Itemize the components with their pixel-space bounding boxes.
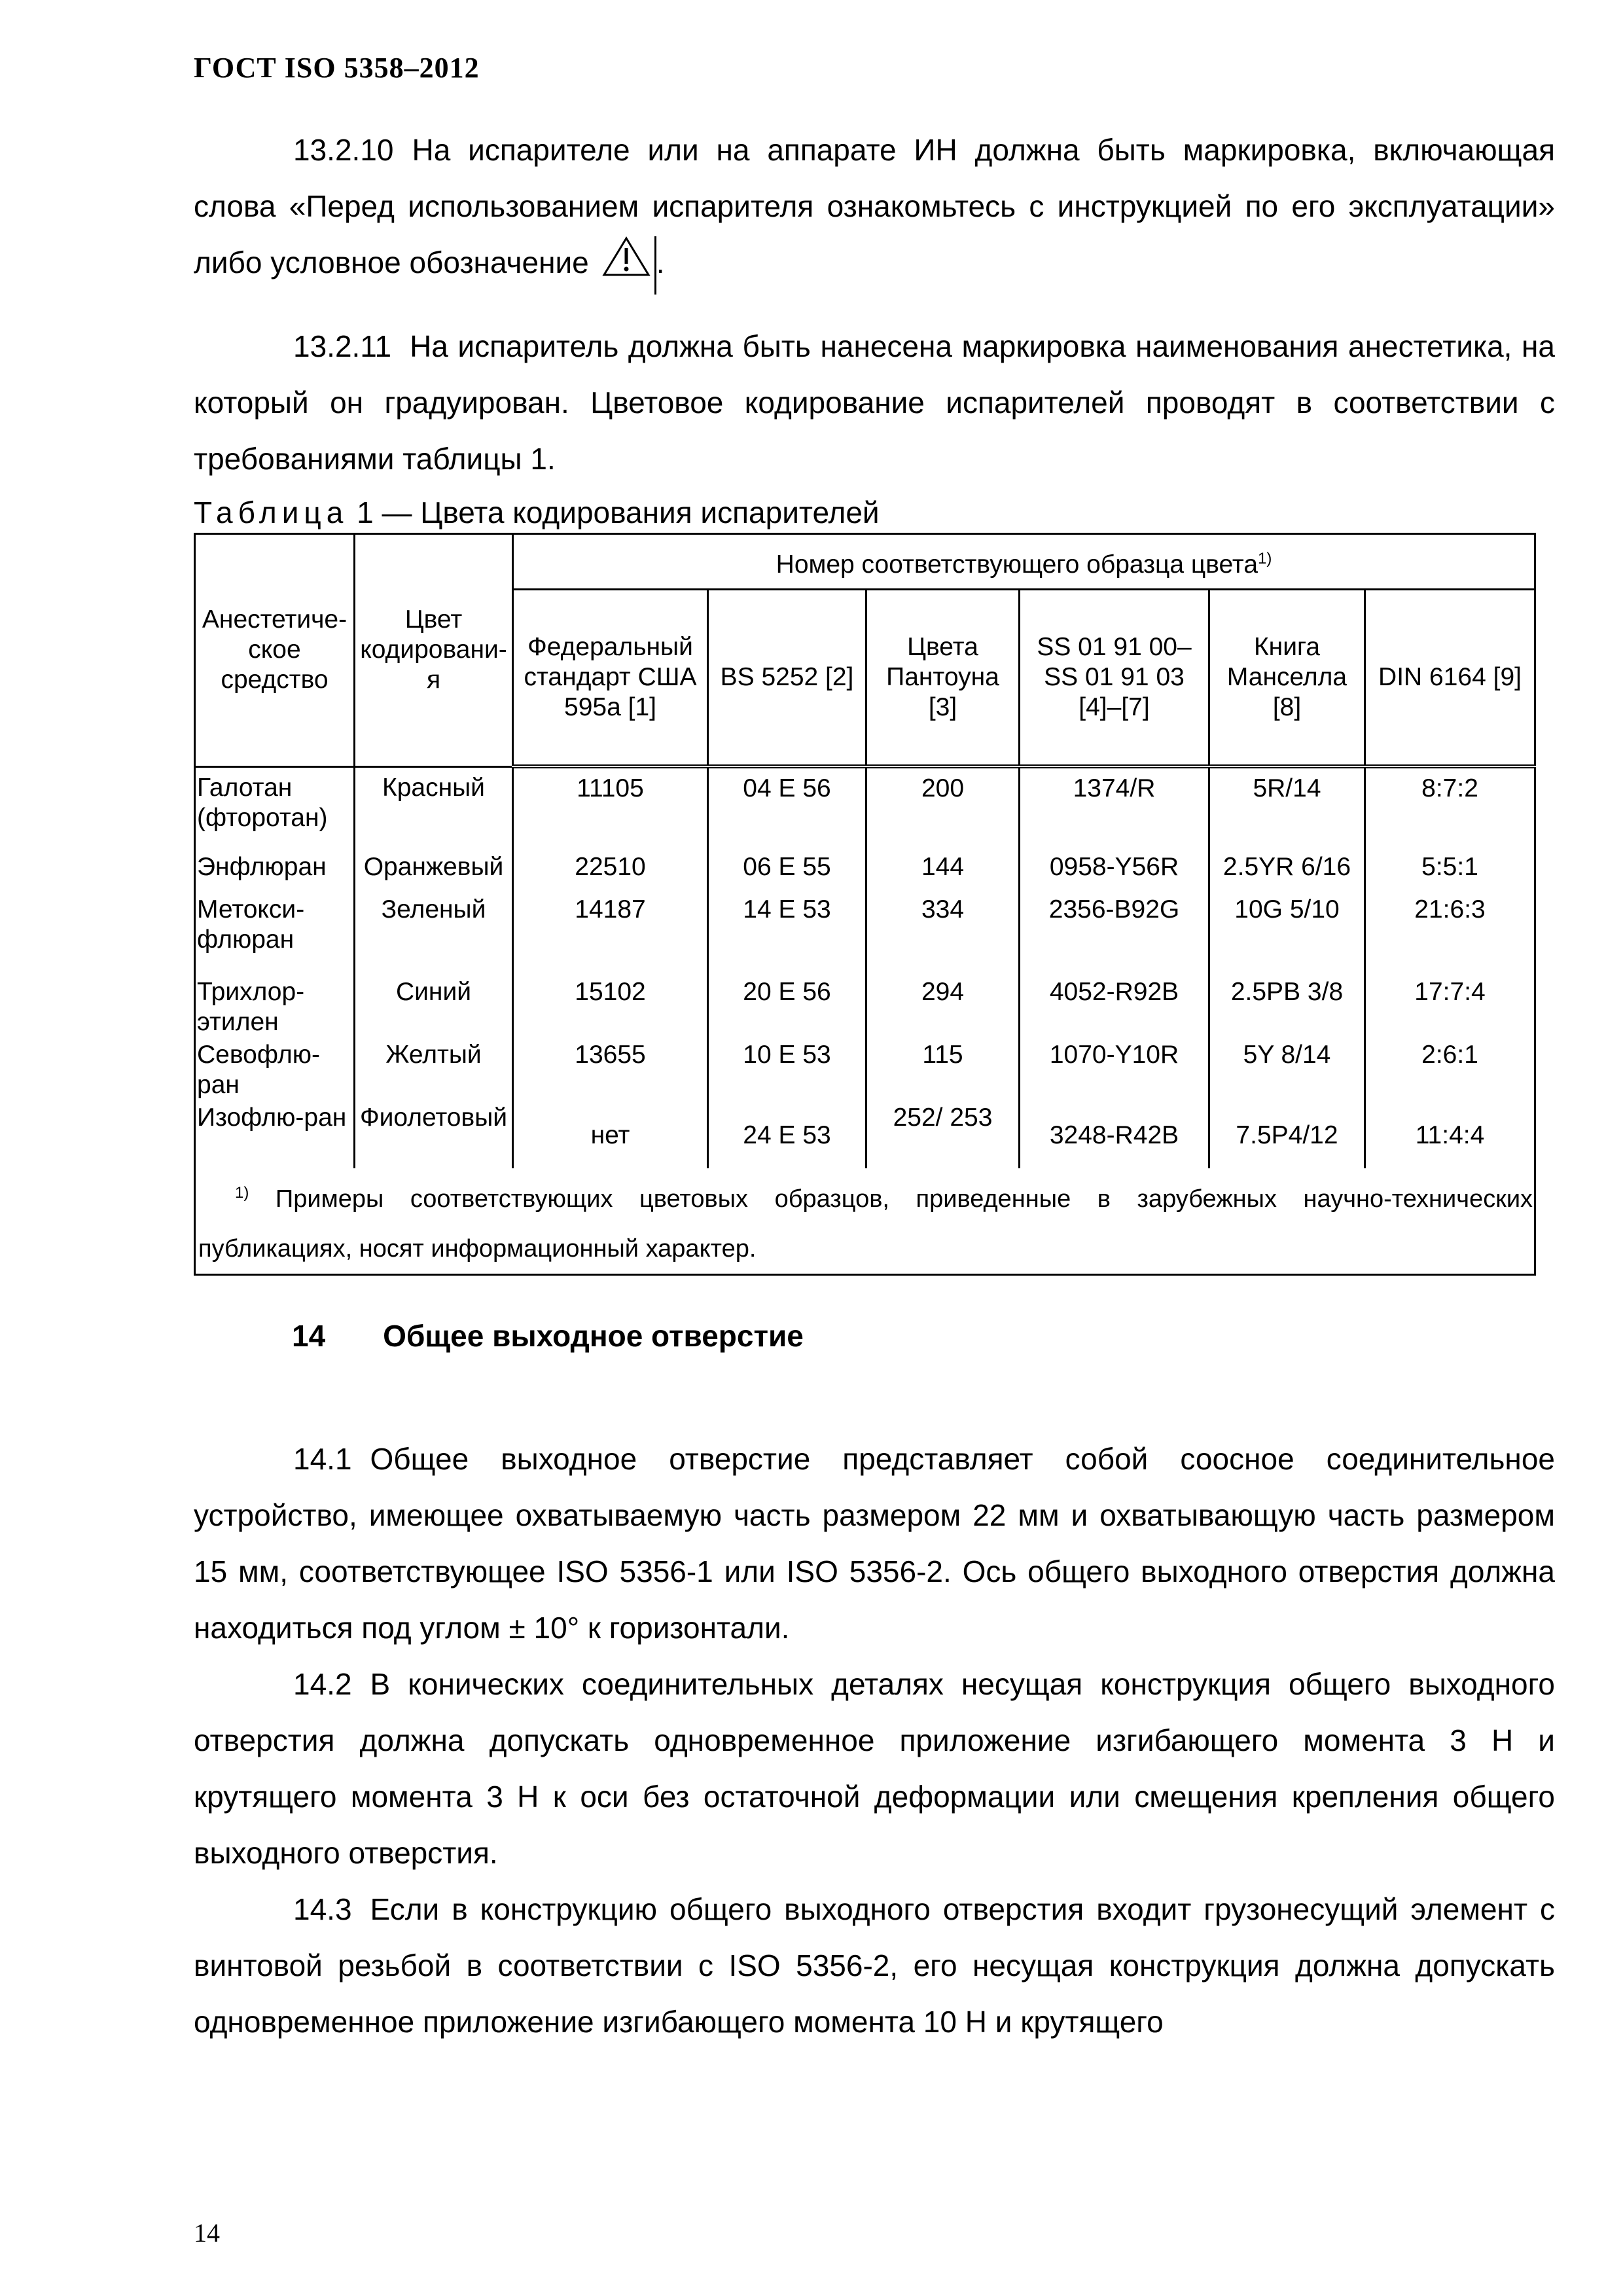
cell-ss: 1374/R	[1020, 766, 1209, 840]
header-color: Цвет кодирования	[355, 534, 513, 767]
cell-agent: Метокси-флюран	[195, 892, 355, 975]
clause-number: 14.3	[293, 1892, 352, 1926]
cell-fed: 15102	[513, 975, 708, 1037]
cell-ss: 2356-B92G	[1020, 892, 1209, 975]
cell-din: 17:7:4	[1365, 975, 1535, 1037]
header-anesthetic: Анестетическое средство	[195, 534, 355, 767]
cell-pantone: 334	[866, 892, 1020, 975]
cell-pantone: 294	[866, 975, 1020, 1037]
paragraph-14-3	[194, 1881, 1555, 2050]
cell-munsell: 2.5YR 6/16	[1209, 840, 1365, 892]
table-row	[195, 1100, 1535, 1168]
cell-din: 8:7:2	[1365, 766, 1535, 840]
cell-color: Желтый	[355, 1037, 513, 1100]
cell-ss: 0958-Y56R	[1020, 840, 1209, 892]
header-ss-01-91: SS 01 91 00–SS 01 91 03 [4]–[7]	[1020, 590, 1209, 767]
header-sample-number-text: Номер соответствующего образца цвета	[776, 550, 1258, 579]
cell-bs: 14 E 53	[708, 892, 866, 975]
clause-text: Если в конструкцию общего выходного отверстия входит грузонесущий элемент с винтовой резьбой в соответствии с ISO 5356-2, его несущая конструкция должна допускать одновременное приложение изгибающего момента 10 Н и крутящего	[194, 1892, 1555, 2039]
header-bs-5252: BS 5252 [2]	[708, 590, 866, 767]
section-title: Общее выходное отверстие	[383, 1319, 804, 1353]
section-number: 14	[292, 1319, 326, 1353]
cell-munsell: 10G 5/10	[1209, 892, 1365, 975]
cell-agent: Изофлю-ран	[195, 1100, 355, 1168]
clause-number: 13.2.10	[293, 133, 394, 167]
cell-munsell: 2.5PB 3/8	[1209, 975, 1365, 1037]
cell-bs: 10 E 53	[708, 1037, 866, 1100]
cell-din: 2:6:1	[1365, 1037, 1535, 1100]
paragraph-13-2-10	[194, 122, 1555, 295]
cell-pantone: 144	[866, 840, 1020, 892]
footnote-text: Примеры соответствующих цветовых образцов, приведенные в зарубежных научно-технических публикациях, носят информационный характер.	[198, 1185, 1533, 1263]
cell-munsell: 5R/14	[1209, 766, 1365, 840]
header-munsell: Книга Манселла [8]	[1209, 590, 1365, 767]
cell-bs: 04 E 56	[708, 766, 866, 840]
table-footnote	[195, 1168, 1535, 1275]
header-din-6164: DIN 6164 [9]	[1365, 590, 1535, 767]
cell-color: Оранжевый	[355, 840, 513, 892]
cell-color: Фиолетовый	[355, 1100, 513, 1168]
header-sample-number	[513, 534, 1535, 590]
table-row	[195, 892, 1535, 975]
cell-bs: 20 E 56	[708, 975, 866, 1037]
clause-text: Общее выходное отверстие представляет собой соосное соединительное устройство, имеющее охватываемую часть размером 22 мм и охватывающую часть размером 15 мм, соответствующее ISO 5356-1 или ISO 5356-2. Ось общего выходного отверстия должна находиться под углом ± 10° к горизонтали.	[194, 1442, 1555, 1645]
cell-ss: 3248-R42B	[1020, 1100, 1209, 1168]
cell-fed: 11105	[513, 766, 708, 840]
cell-fed: 14187	[513, 892, 708, 975]
warning-symbol	[602, 236, 656, 295]
clause-number: 13.2.11	[293, 329, 392, 363]
clause-end: .	[656, 245, 665, 279]
header-pantone: Цвета Пантоуна [3]	[866, 590, 1020, 767]
cell-din: 21:6:3	[1365, 892, 1535, 975]
cell-fed: нет	[513, 1100, 708, 1168]
cell-color: Красный	[355, 766, 513, 840]
clause-text: На испарителе или на аппарате ИН должна быть маркировка, включающая слова «Перед использованием испарителя ознакомьтесь с инструкцией по его эксплуатации» либо условное обозначение	[194, 133, 1555, 279]
color-coding-table	[194, 533, 1536, 1276]
cell-pantone: 200	[866, 766, 1020, 840]
table-row	[195, 766, 1535, 840]
table-title	[194, 493, 880, 531]
table-footnote-row	[195, 1168, 1535, 1275]
section-14-heading	[292, 1318, 804, 1354]
cell-agent: Энфлюран	[195, 840, 355, 892]
cell-bs: 24 E 53	[708, 1100, 866, 1168]
warning-triangle-icon	[602, 236, 651, 277]
cell-color: Синий	[355, 975, 513, 1037]
header-us-federal-standard: Федеральный стандарт США 595a [1]	[513, 590, 708, 767]
table-title-text: 1 — Цвета кодирования испарителей	[348, 495, 880, 529]
cell-din: 11:4:4	[1365, 1100, 1535, 1168]
clause-text: В конических соединительных деталях несущая конструкция общего выходного отверстия должна допускать одновременное приложение изгибающего момента 3 Н и крутящего момента 3 Н к оси без остаточной деформации или смещения крепления общего выходного отверстия.	[194, 1667, 1555, 1870]
footnote-marker: 1)	[235, 1184, 249, 1202]
clause-number: 14.1	[293, 1442, 352, 1476]
clause-text: На испаритель должна быть нанесена маркировка наименования анестетика, на который он градуирован. Цветовое кодирование испарителей проводят в соответствии с требованиями таблицы 1.	[194, 329, 1555, 476]
table-row	[195, 840, 1535, 892]
document-header: ГОСТ ISO 5358–2012	[194, 52, 480, 84]
paragraph-13-2-11	[194, 318, 1555, 487]
clause-number: 14.2	[293, 1667, 352, 1701]
table-row	[195, 975, 1535, 1037]
cell-munsell: 5Y 8/14	[1209, 1037, 1365, 1100]
cell-fed: 13655	[513, 1037, 708, 1100]
cell-agent: Севофлю-ран	[195, 1037, 355, 1100]
cell-ss: 1070-Y10R	[1020, 1037, 1209, 1100]
page-number: 14	[194, 2218, 220, 2248]
cell-din: 5:5:1	[1365, 840, 1535, 892]
paragraph-14-1	[194, 1431, 1555, 1656]
table-row	[195, 1037, 1535, 1100]
footnote-marker: 1)	[1258, 549, 1272, 567]
cell-pantone: 252/ 253	[866, 1100, 1020, 1168]
paragraph-14-2	[194, 1656, 1555, 1881]
table-title-prefix: Таблица	[194, 495, 349, 529]
cell-bs: 06 E 55	[708, 840, 866, 892]
cell-agent: Галотан (фторотан)	[195, 766, 355, 840]
cell-agent: Трихлор-этилен	[195, 975, 355, 1037]
cell-munsell: 7.5P4/12	[1209, 1100, 1365, 1168]
cell-ss: 4052-R92B	[1020, 975, 1209, 1037]
cell-fed: 22510	[513, 840, 708, 892]
cell-color: Зеленый	[355, 892, 513, 975]
cell-pantone: 115	[866, 1037, 1020, 1100]
